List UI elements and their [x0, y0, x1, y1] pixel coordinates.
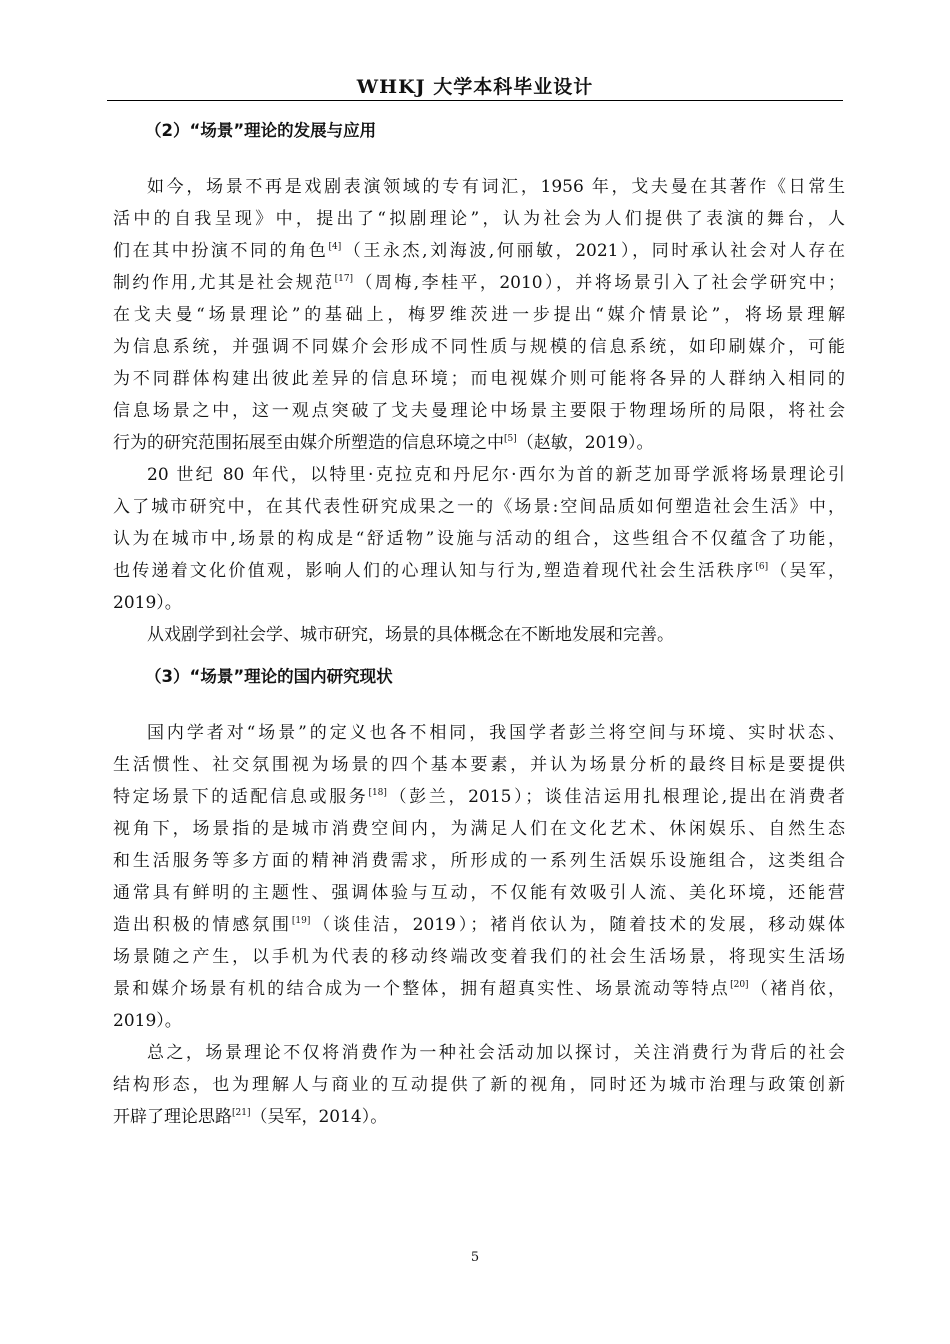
citation: [21]	[232, 1108, 251, 1118]
paragraph-line: 入了城市研究中，在其代表性研究成果之一的《场景:空间品质如何塑造社会生活》中，	[113, 497, 845, 517]
text-span: （吴军，	[768, 561, 846, 581]
text-span: （王永杰,刘海波,何丽敏，2021），同时承认社会对人存在	[341, 241, 846, 261]
text-span: （褚肖依，	[748, 979, 845, 999]
paragraph-line: 为不同群体构建出彼此差异的信息环境；而电视媒介则可能将各异的人群纳入相同的	[113, 369, 845, 389]
paragraph-line: 2019）。	[113, 593, 182, 613]
header-divider	[107, 100, 843, 101]
text-span: 行为的研究范围拓展至由媒介所塑造的信息环境之中	[113, 433, 504, 453]
paragraph-line	[113, 235, 845, 267]
paragraph-line	[113, 555, 845, 587]
paragraph-line	[113, 909, 845, 941]
paragraph-line: 场景随之产生，以手机为代表的移动终端改变着我们的社会生活场景，将现实生活场	[113, 947, 845, 967]
paragraph-line	[113, 973, 845, 1005]
citation: [5]	[504, 434, 517, 444]
paragraph-line	[113, 1101, 387, 1133]
paragraph-line: 在戈夫曼“场景理论”的基础上，梅罗维茨进一步提出“媒介情景论”，将场景理解	[113, 305, 845, 325]
paragraph-line: 如今，场景不再是戏剧表演领域的专有词汇，1956 年，戈夫曼在其著作《日常生	[147, 177, 845, 197]
text-span: （谈佳洁，2019）；褚肖依认为，随着技术的发展，移动媒体	[310, 915, 846, 935]
paragraph-line: 通常具有鲜明的主题性、强调体验与互动，不仅能有效吸引人流、美化环境，还能营	[113, 883, 845, 903]
paragraph-line: 总之，场景理论不仅将消费作为一种社会活动加以探讨，关注消费行为背后的社会	[147, 1043, 845, 1063]
paragraph-line	[113, 781, 845, 813]
paragraph-line: 结构形态，也为理解人与商业的互动提供了新的视角，同时还为城市治理与政策创新	[113, 1075, 845, 1095]
text-span: （周梅,李桂平，2010），并将场景引入了社会学研究中；	[353, 273, 845, 293]
text-span: （赵敏，2019）。	[516, 433, 654, 453]
citation: [4]	[328, 242, 342, 252]
paragraph-line: 20 世纪 80 年代，以特里·克拉克和丹尼尔·西尔为首的新芝加哥学派将场景理论引	[147, 465, 845, 485]
citation: [18]	[368, 788, 387, 798]
paragraph-line: 为信息系统，并强调不同媒介会形成不同性质与规模的信息系统，如印刷媒介，可能	[113, 337, 845, 357]
paragraph-line: 认为在城市中,场景的构成是“舒适物”设施与活动的组合，这些组合不仅蕴含了功能，	[113, 529, 845, 549]
paragraph-line: 生活惯性、社交氛围视为场景的四个基本要素，并认为场景分析的最终目标是要提供	[113, 755, 845, 775]
text-span: 开辟了理论思路	[113, 1107, 232, 1127]
paragraph-line: 视角下，场景指的是城市消费空间内，为满足人们在文化艺术、休闲娱乐、自然生态	[113, 819, 845, 839]
paragraph-line: 活中的自我呈现》中，提出了“拟剧理论”，认为社会为人们提供了表演的舞台，人	[113, 209, 845, 229]
paragraph-line	[113, 267, 845, 299]
citation: [20]	[730, 980, 749, 990]
section-heading-3: （3）“场景”理论的国内研究现状	[145, 667, 393, 686]
paragraph-line: 和生活服务等多方面的精神消费需求，所形成的一系列生活娱乐设施组合，这类组合	[113, 851, 845, 871]
text-span: 们在其中扮演不同的角色	[113, 241, 329, 261]
text-span: （彭兰，2015）；谈佳洁运用扎根理论,提出在消费者	[386, 787, 846, 807]
paragraph-line	[113, 427, 654, 459]
text-span: 造出积极的情感氛围	[113, 915, 292, 935]
paragraph-line: 国内学者对“场景”的定义也各不相同，我国学者彭兰将空间与环境、实时状态、	[147, 723, 845, 743]
page-header-title: WHKJ 大学本科毕业设计	[356, 76, 594, 98]
section-heading-2: （2）“场景”理论的发展与应用	[145, 121, 377, 140]
text-span: 景和媒介场景有机的结合成为一个整体，拥有超真实性、场景流动等特点	[113, 979, 731, 999]
paragraph-line: 信息场景之中，这一观点突破了戈夫曼理论中场景主要限于物理场所的局限，将社会	[113, 401, 845, 421]
text-span: 也传递着文化价值观，影响人们的心理认知与行为,塑造着现代社会生活秩序	[113, 561, 756, 581]
paragraph-line: 2019）。	[113, 1011, 182, 1031]
citation: [6]	[755, 562, 769, 572]
paragraph-line: 从戏剧学到社会学、城市研究，场景的具体概念在不断地发展和完善。	[147, 625, 674, 645]
text-span: 特定场景下的适配信息或服务	[113, 787, 369, 807]
page-number: 5	[470, 1250, 480, 1265]
citation: [17]	[334, 274, 354, 284]
text-span: （吴军，2014）。	[250, 1107, 388, 1127]
citation: [19]	[291, 916, 311, 926]
text-span: 制约作用,尤其是社会规范	[113, 273, 335, 293]
